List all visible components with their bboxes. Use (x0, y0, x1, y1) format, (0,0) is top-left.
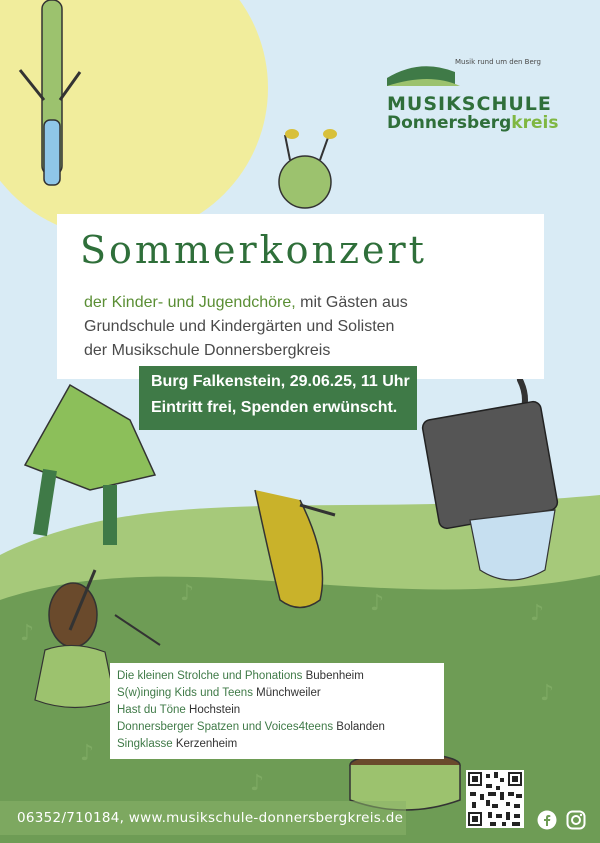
choir-place: Münchweiler (252, 687, 321, 699)
qr-code-icon[interactable] (466, 770, 524, 828)
event-admission: Eintritt frei, Spenden erwünscht. (151, 399, 398, 416)
list-item (117, 668, 364, 684)
facebook-icon[interactable] (537, 810, 557, 830)
list-item (117, 685, 321, 701)
choir-name: S(w)inging Kids und Teens (117, 687, 253, 699)
logo-subtitle-main: Donnersberg (387, 113, 512, 133)
choir-name: Singklasse (117, 738, 173, 750)
page-title: Sommerkonzert (80, 228, 427, 272)
svg-text:♪: ♪ (530, 601, 545, 626)
description-highlight: der Kinder- und Jugendchöre, (84, 294, 296, 311)
choir-name: Donnersberger Spatzen und Voices4teens (117, 721, 334, 733)
choir-name: Hast du Töne (117, 704, 186, 716)
logo-title: MUSIKSCHULE (387, 93, 552, 115)
choir-name: Die kleinen Strolche und Phonations (117, 670, 303, 682)
svg-text:♪: ♪ (20, 621, 35, 646)
list-item (117, 702, 240, 718)
description-line-2: Grundschule und Kindergärten und Solisten (84, 318, 395, 335)
svg-text:♪: ♪ (540, 681, 555, 706)
description-line-3: der Musikschule Donnersbergkreis (84, 342, 331, 359)
footer-contact[interactable]: 06352/710184, www.musikschule-donnersbergkreis.de (17, 810, 404, 826)
svg-text:♪: ♪ (80, 741, 95, 766)
svg-text:♪: ♪ (250, 771, 265, 796)
choir-place: Hochstein (185, 704, 241, 716)
choir-place: Bolanden (333, 721, 385, 733)
list-item (117, 736, 237, 752)
description-line-1 (84, 292, 408, 314)
event-location-date: Burg Falkenstein, 29.06.25, 11 Uhr (151, 373, 410, 390)
logo-subtitle-accent: kreis (511, 113, 559, 133)
choir-place: Bubenheim (302, 670, 364, 682)
logo-tagline: Musik rund um den Berg (455, 58, 541, 66)
choir-place: Kerzenheim (172, 738, 238, 750)
list-item (117, 719, 385, 735)
description-line-1-rest: mit Gästen aus (295, 294, 408, 311)
logo-subtitle (387, 113, 558, 133)
svg-text:♪: ♪ (370, 591, 385, 616)
instagram-icon[interactable] (566, 810, 586, 830)
svg-text:♪: ♪ (180, 581, 195, 606)
